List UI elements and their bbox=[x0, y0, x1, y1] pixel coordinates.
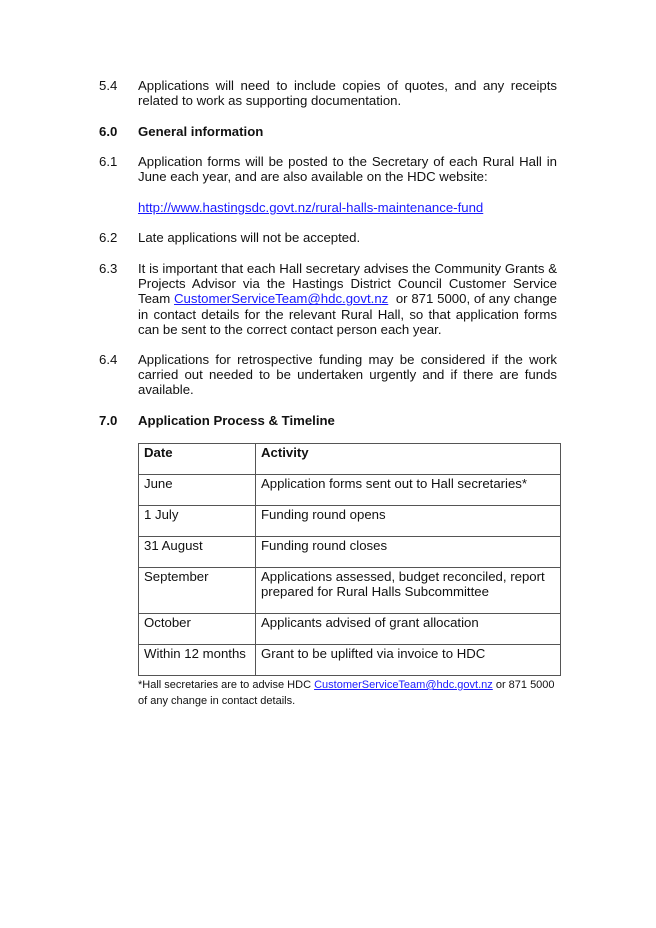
table-cell-date: September bbox=[139, 568, 256, 614]
table-cell-activity: Applicants advised of grant allocation bbox=[255, 614, 560, 645]
footnote-text-part: *Hall secretaries are to advise HDC bbox=[138, 679, 315, 691]
table-row bbox=[139, 645, 561, 676]
section-text: Applications for retrospective funding may be considered if the work carried out needed to be undertaken urgently and if there are funds available. bbox=[138, 352, 557, 398]
section-number: 6.1 bbox=[99, 154, 118, 169]
table-cell-date: 1 July bbox=[139, 506, 256, 537]
table-row bbox=[139, 568, 561, 614]
table-row bbox=[139, 475, 561, 506]
section-text bbox=[138, 261, 561, 337]
table-row bbox=[139, 614, 561, 645]
section-text-part: or 871 5000, of any change in contact details for the relevant Rural Hall, so that application forms can be sent to the correct contact person each year. bbox=[138, 291, 561, 337]
footnote-text-part: or 871 5000 of any change in contact details. bbox=[138, 679, 555, 707]
table-row bbox=[139, 537, 561, 568]
table-header-row bbox=[139, 444, 561, 475]
section-number: 7.0 bbox=[99, 413, 118, 428]
table-header-date: Date bbox=[139, 444, 256, 475]
table-cell-activity: Funding round closes bbox=[255, 537, 560, 568]
section-text: Application forms will be posted to the Secretary of each Rural Hall in June each year, and are also available on the HDC website: bbox=[138, 154, 557, 185]
table-cell-activity: Application forms sent out to Hall secretaries* bbox=[255, 475, 560, 506]
section-number: 5.4 bbox=[99, 78, 118, 93]
footnote-email-link[interactable]: CustomerServiceTeam@hdc.govt.nz bbox=[314, 679, 493, 691]
table-cell-date: October bbox=[139, 614, 256, 645]
table-cell-activity: Funding round opens bbox=[255, 506, 560, 537]
section-text: Late applications will not be accepted. bbox=[138, 230, 361, 245]
table-footnote bbox=[138, 677, 563, 709]
table-cell-date: Within 12 months bbox=[139, 645, 256, 676]
table-header-activity: Activity bbox=[255, 444, 560, 475]
section-number: 6.2 bbox=[99, 230, 118, 245]
table-cell-date: June bbox=[139, 475, 256, 506]
section-text: Applications will need to include copies of quotes, and any receipts related to work as supporting documentation. bbox=[138, 78, 557, 109]
table-cell-date: 31 August bbox=[139, 537, 256, 568]
hdc-website-link[interactable]: http://www.hastingsdc.govt.nz/rural-halls-maintenance-fund bbox=[138, 200, 484, 215]
table-row bbox=[139, 506, 561, 537]
table-cell-activity: Grant to be uplifted via invoice to HDC bbox=[255, 645, 560, 676]
section-title: Application Process & Timeline bbox=[138, 413, 335, 428]
timeline-table bbox=[138, 443, 561, 676]
section-number: 6.4 bbox=[99, 352, 118, 367]
section-title: General information bbox=[138, 124, 264, 139]
section-number: 6.3 bbox=[99, 261, 118, 276]
section-number: 6.0 bbox=[99, 124, 118, 139]
customer-service-email-link[interactable]: CustomerServiceTeam@hdc.govt.nz bbox=[174, 291, 389, 307]
section-text-part: It is important that each Hall secretary advises the Community Grants & Projects Advisor via the Hastings District Council Customer Service Team bbox=[138, 261, 557, 307]
table-cell-activity: Applications assessed, budget reconciled, report prepared for Rural Halls Subcommittee bbox=[255, 568, 560, 614]
